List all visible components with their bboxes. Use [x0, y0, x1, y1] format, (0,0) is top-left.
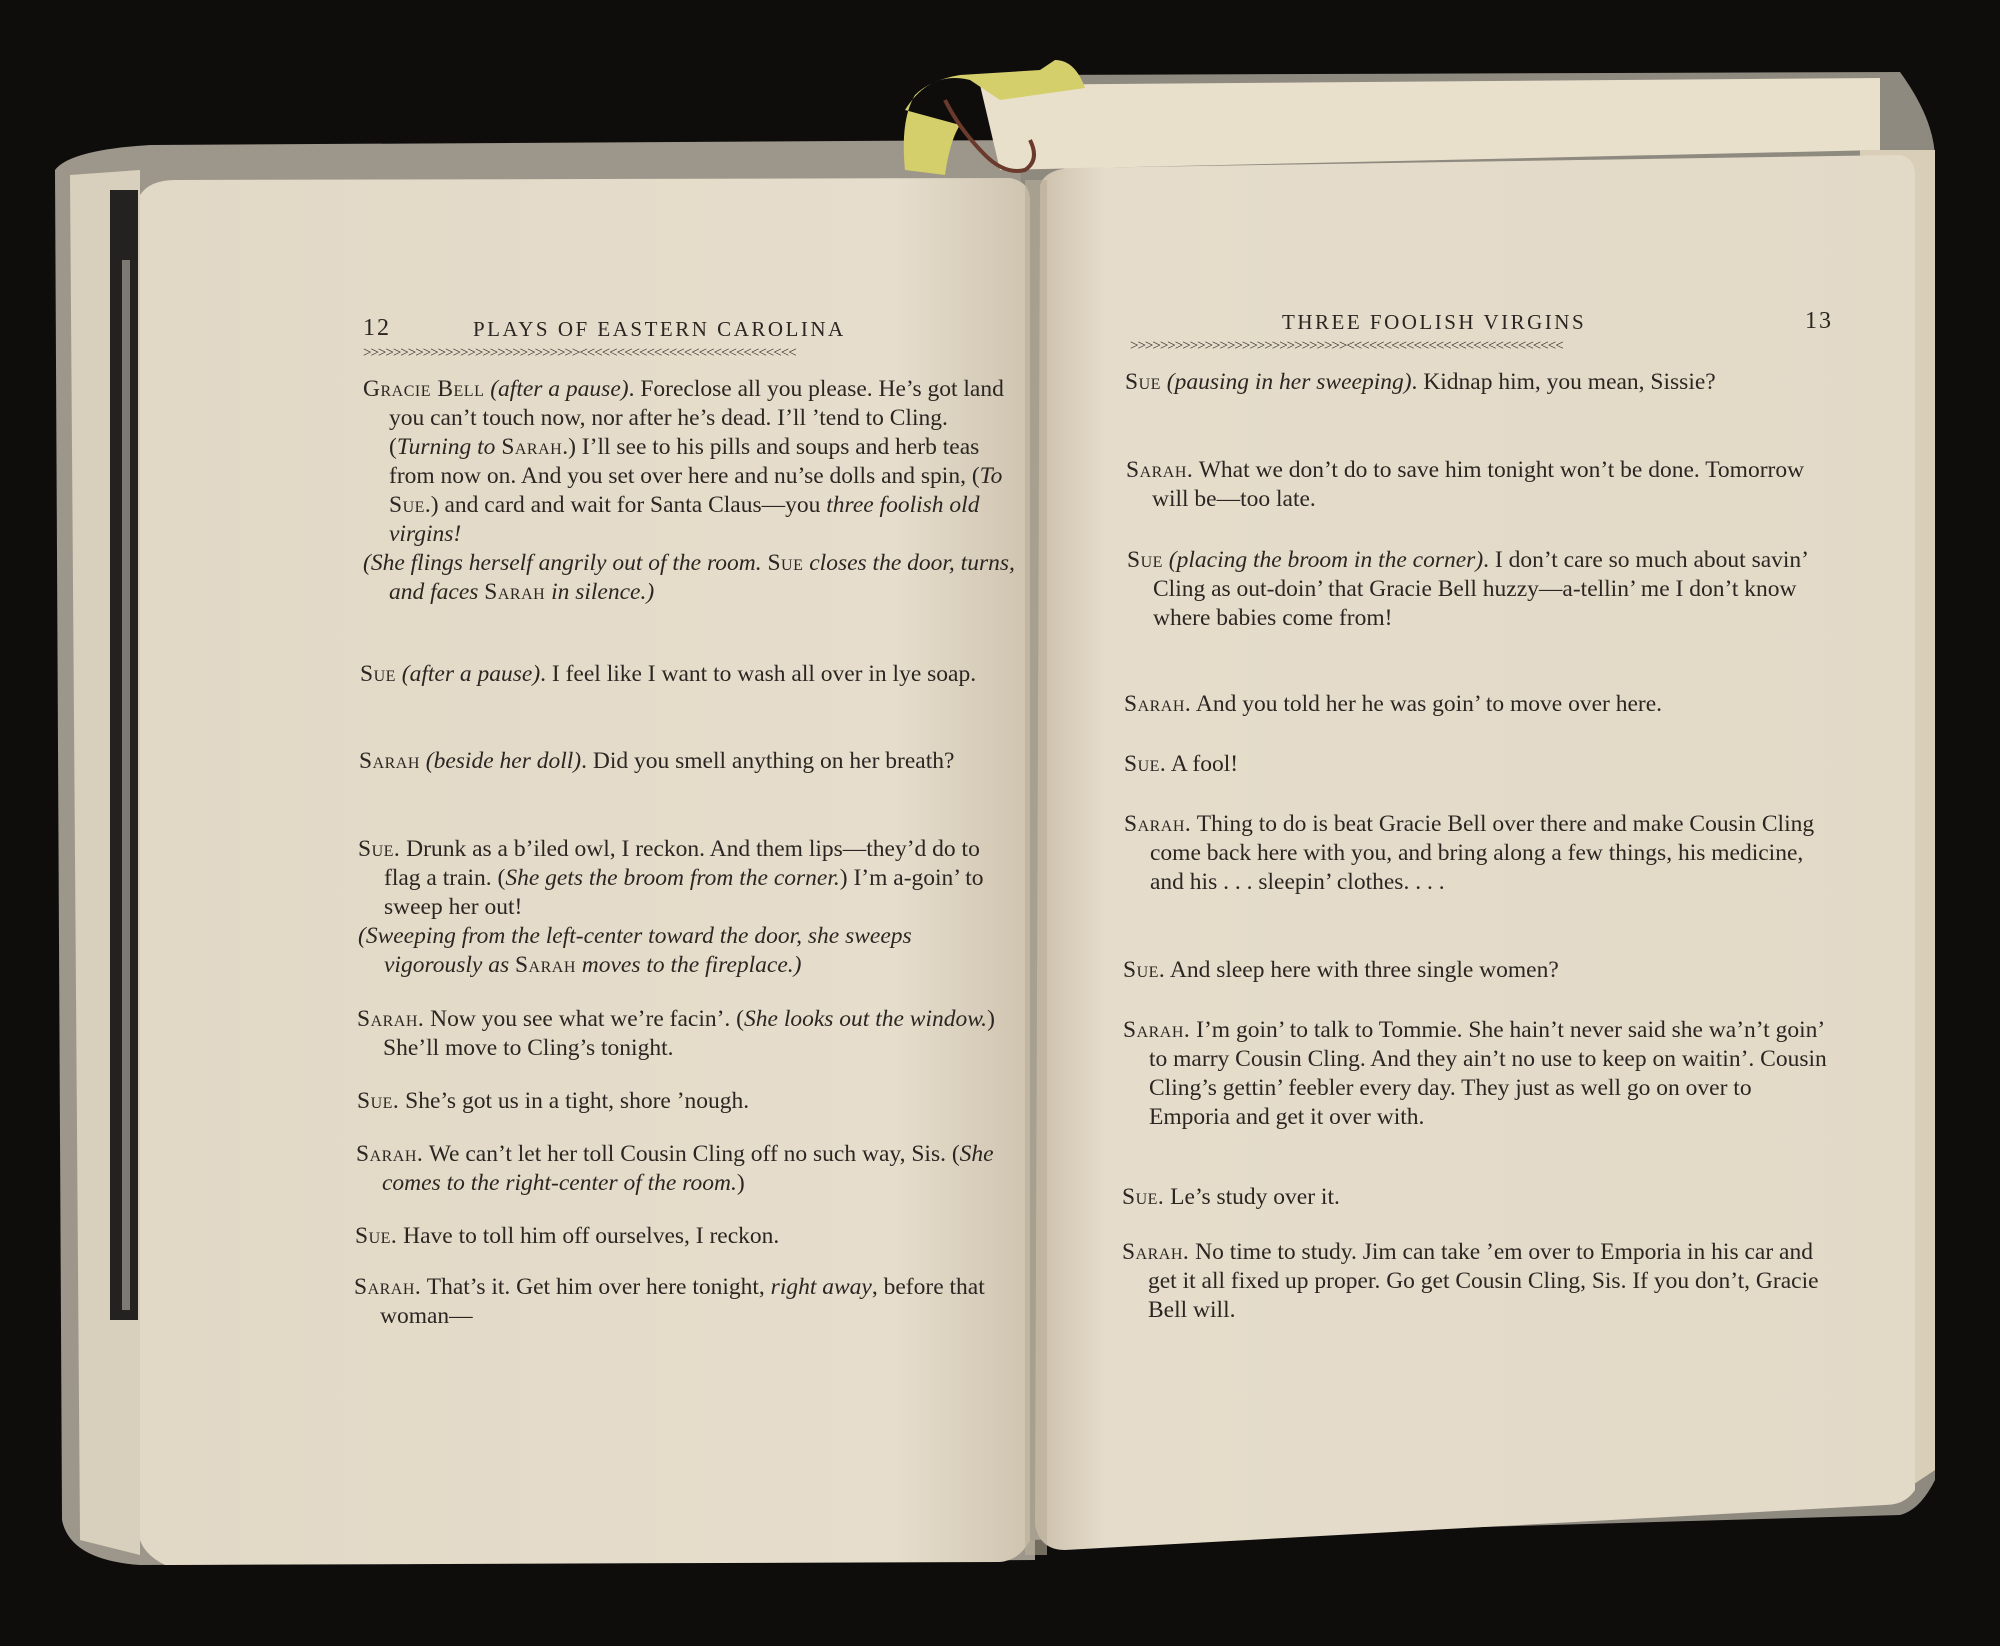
dialogue-text: ) [736, 1170, 745, 1196]
dialogue-text: . Kidnap him, you mean, Sissie? [1411, 369, 1716, 395]
dialogue-text: I’m goin’ to talk to Tommie. She hain’t never said she wa’n’t goin’ to marry Cousin Cling. And they ain’t no use to keep on waitin’. Cousin Cling’s gettin’ feebler every day. They just as well go on over to Emporia and get it over with. [1149, 1017, 1827, 1130]
stage-direction-block: (Sweeping from the left-center toward the door, she sweeps vigorously as Sarah moves to the fireplace.) [358, 923, 912, 978]
left-folio: 12 [363, 315, 391, 341]
character-name: Sue [389, 492, 425, 518]
dialogue-text: A fool! [1166, 751, 1239, 777]
stage-direction: (placing the broom in the corner) [1168, 547, 1484, 573]
speech-sarah-5 [1126, 456, 1832, 514]
stage-direction: (beside her doll) [425, 748, 582, 774]
stage-direction: She looks out the window. [744, 1006, 988, 1032]
stage-direction: Turning to [396, 434, 496, 460]
speech-sue-1 [360, 660, 1016, 689]
speech-sarah-2 [357, 1005, 1013, 1063]
dialogue-text: And you told her he was goin’ to move over here. [1191, 691, 1663, 717]
left-ornament-rule: >>>>>>>>>>>>>>>>>>>>>>>>>>>>><<<<<<<<<<<<<<<<<<<<<<<<<<<<< [363, 345, 796, 359]
dialogue-text: Have to toll him off ourselves, I reckon. [397, 1223, 780, 1249]
dialogue-text: Now you see what we’re facin’. ( [424, 1006, 745, 1032]
stage-direction: She gets the broom from the corner. [505, 865, 840, 891]
speaker-name: Sue [1125, 369, 1161, 395]
speech-sue-9 [1122, 1183, 1828, 1212]
right-head-title: THREE FOOLISH VIRGINS [1282, 310, 1587, 334]
spine-light-strip [122, 260, 130, 1310]
speaker-name: Sue. [1122, 1184, 1165, 1210]
speech-sue-8 [1123, 956, 1829, 985]
speech-sarah-1 [359, 747, 1015, 776]
speaker-name: Sarah. [1124, 691, 1192, 717]
dialogue-text: .) I’ll see to his pills and soups and herb teas from now on. And you set over here and nu’se dolls and spin, ( [389, 434, 980, 489]
left-page [148, 185, 1028, 1335]
speech-sue-7 [1124, 750, 1830, 779]
dialogue-text: Thing to do is beat Gracie Bell over there and make Cousin Cling come back here with you, and bring along a few things, his medicine, and his . . . sleepin’ clothes. . . . [1150, 811, 1815, 895]
speech-sue-5 [1125, 368, 1831, 397]
speaker-name: Sue. [1123, 957, 1166, 983]
speaker-name: Sue. [355, 1223, 398, 1249]
right-folio: 13 [1805, 308, 1833, 334]
stage-direction: To [979, 463, 1003, 489]
speech-sarah-4 [354, 1273, 1010, 1331]
dialogue-text: . I feel like I want to wash all over in lye soap. [540, 661, 977, 687]
speaker-name: Sarah. [1123, 1017, 1191, 1043]
right-page [1050, 178, 1920, 1338]
stage-direction: (after a pause) [490, 376, 629, 402]
dialogue-text: She’s got us in a tight, shore ’nough. [399, 1088, 750, 1114]
stage-direction: right away [770, 1274, 872, 1300]
speech-sarah-3 [356, 1140, 1012, 1198]
dialogue-text: That’s it. Get him over here tonight, [421, 1274, 771, 1300]
speech-sarah-7 [1124, 810, 1830, 897]
dialogue-text: What we don’t do to save him tonight won’t be done. Tomorrow will be—too late. [1152, 457, 1805, 512]
speaker-name: Gracie Bell [363, 376, 485, 402]
speaker-name: Sarah. [1124, 811, 1192, 837]
dialogue-text: Drunk as a b’iled owl, I reckon. And them lips—they’d do to flag a train. ( [384, 836, 980, 891]
dialogue-text: . Foreclose all you please. He’s got land you can’t touch now, nor after he’s dead. I’ll ’tend to Cling. ( [389, 376, 1004, 460]
speaker-name: Sue [360, 661, 396, 687]
right-ornament-rule: >>>>>>>>>>>>>>>>>>>>>>>>>>>>><<<<<<<<<<<<<<<<<<<<<<<<<<<<< [1130, 338, 1563, 352]
dialogue-text: No time to study. Jim can take ’em over to Emporia in his car and get it all fixed up proper. Go get Cousin Cling, Sis. If you don’t, Gracie Bell will. [1148, 1239, 1819, 1323]
speaker-name: Sarah. [356, 1141, 424, 1167]
speech-gracie-bell [363, 375, 1019, 607]
speaker-name: Sarah. [1126, 457, 1194, 483]
dialogue-text: We can’t let her toll Cousin Cling off no such way, Sis. ( [423, 1141, 960, 1167]
speaker-name: Sarah [359, 748, 420, 774]
dialogue-text: .) and card and wait for Santa Claus—you [424, 492, 827, 518]
dialogue-text: , before that woman— [380, 1274, 985, 1329]
dialogue-text: . I don’t care so much about savin’ Cling as out-doin’ that Gracie Bell huzzy—a-tellin’ me I don’t know where babies come from! [1153, 547, 1808, 631]
speaker-name: Sue [1127, 547, 1163, 573]
speaker-name: Sue. [358, 836, 401, 862]
stage-direction: (pausing in her sweeping) [1166, 369, 1412, 395]
dialogue-text: Le’s study over it. [1164, 1184, 1340, 1210]
stage-direction: (after a pause) [401, 661, 541, 687]
stage-direction: three foolish old virgins! [389, 492, 980, 547]
speech-sarah-9 [1122, 1238, 1828, 1325]
stage-direction-block: (She flings herself angrily out of the room. Sue closes the door, turns, and faces Sarah in silence.) [363, 550, 1015, 605]
speech-sue-4 [355, 1222, 1011, 1251]
speaker-name: Sue. [1124, 751, 1167, 777]
dialogue-text: ) I’m a-goin’ to sweep her out! [384, 865, 984, 920]
gutter-shadow [1025, 180, 1047, 1555]
speaker-name: Sarah. [357, 1006, 425, 1032]
speech-sarah-8 [1123, 1016, 1829, 1132]
dialogue-text: And sleep here with three single women? [1165, 957, 1559, 983]
speaker-name: Sarah. [1122, 1239, 1190, 1265]
speech-sue-3 [357, 1087, 1013, 1116]
stage-direction: She comes to the right-center of the room. [382, 1141, 994, 1196]
speaker-name: Sue. [357, 1088, 400, 1114]
speech-sue-6 [1127, 546, 1833, 633]
speech-sarah-6 [1124, 690, 1830, 719]
dialogue-text: ) She’ll move to Cling’s tonight. [383, 1006, 995, 1061]
left-head-title: PLAYS OF EASTERN CAROLINA [473, 317, 846, 341]
speaker-name: Sarah. [354, 1274, 422, 1300]
speech-sue-2 [358, 835, 1014, 980]
dialogue-text: . Did you smell anything on her breath? [581, 748, 955, 774]
character-name: Sarah [501, 434, 563, 460]
